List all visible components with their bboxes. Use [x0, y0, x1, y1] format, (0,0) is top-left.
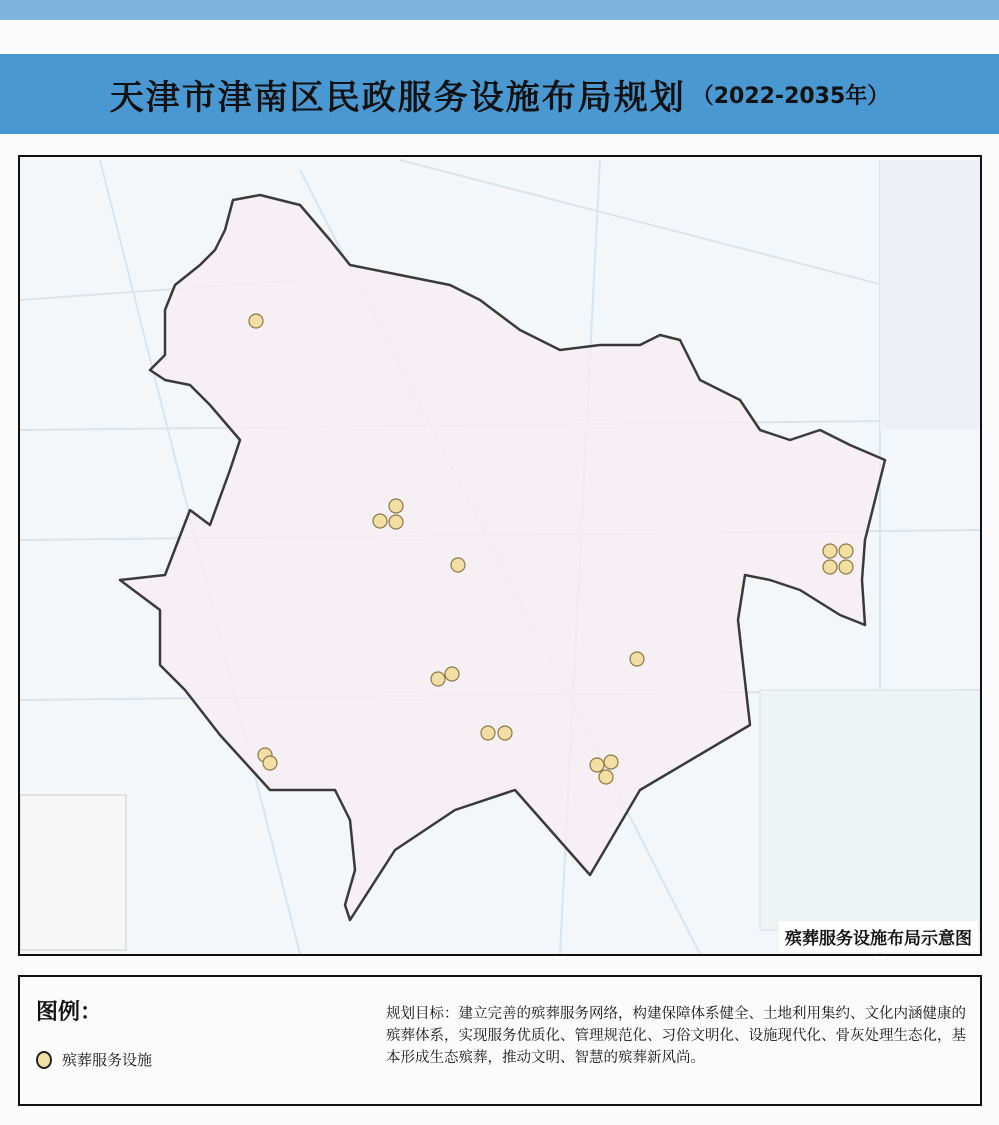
facility-marker[interactable] — [263, 756, 277, 770]
base-map-legend — [20, 795, 126, 950]
facility-marker[interactable] — [823, 560, 837, 574]
top-banner-strip — [0, 0, 999, 20]
facility-marker[interactable] — [373, 514, 387, 528]
facility-marker[interactable] — [599, 770, 613, 784]
inset-map-top-right — [880, 160, 980, 430]
facility-marker[interactable] — [839, 560, 853, 574]
facility-marker[interactable] — [839, 544, 853, 558]
facility-marker[interactable] — [498, 726, 512, 740]
map-canvas — [20, 157, 980, 954]
map-panel[interactable] — [18, 155, 982, 956]
facility-marker[interactable] — [389, 499, 403, 513]
facility-marker[interactable] — [451, 558, 465, 572]
facility-marker[interactable] — [630, 652, 644, 666]
page-subtitle: （2022-2035年） — [691, 83, 890, 109]
facility-marker[interactable] — [823, 544, 837, 558]
facility-marker[interactable] — [431, 672, 445, 686]
legend-title: 图例： — [36, 1000, 103, 1025]
page-title: 天津市津南区民政服务设施布局规划 — [109, 77, 686, 118]
legend-item-funeral-facility — [36, 1049, 152, 1070]
facility-marker[interactable] — [249, 314, 263, 328]
facility-marker[interactable] — [604, 755, 618, 769]
planning-goal-text: 规划目标：建立完善的殡葬服务网络，构建保障体系健全、土地利用集约、文化内涵健康的殡葬体系，实现服务优质化、管理规范化、习俗文明化、设施现代化、骨灰处理生态化，基本形成生态殡葬，推动文明、智慧的殡葬新风尚。 — [386, 1006, 966, 1066]
facility-marker[interactable] — [590, 758, 604, 772]
facility-marker[interactable] — [389, 515, 403, 529]
facility-marker[interactable] — [481, 726, 495, 740]
legend-item-label: 殡葬服务设施 — [62, 1051, 153, 1069]
title-bar — [0, 54, 999, 134]
inset-map-bottom-right — [760, 690, 980, 930]
legend-panel — [18, 975, 982, 1106]
facility-marker[interactable] — [445, 667, 459, 681]
facility-circle-icon — [36, 1051, 52, 1069]
map-caption: 殡葬服务设施布局示意图 — [779, 921, 978, 952]
